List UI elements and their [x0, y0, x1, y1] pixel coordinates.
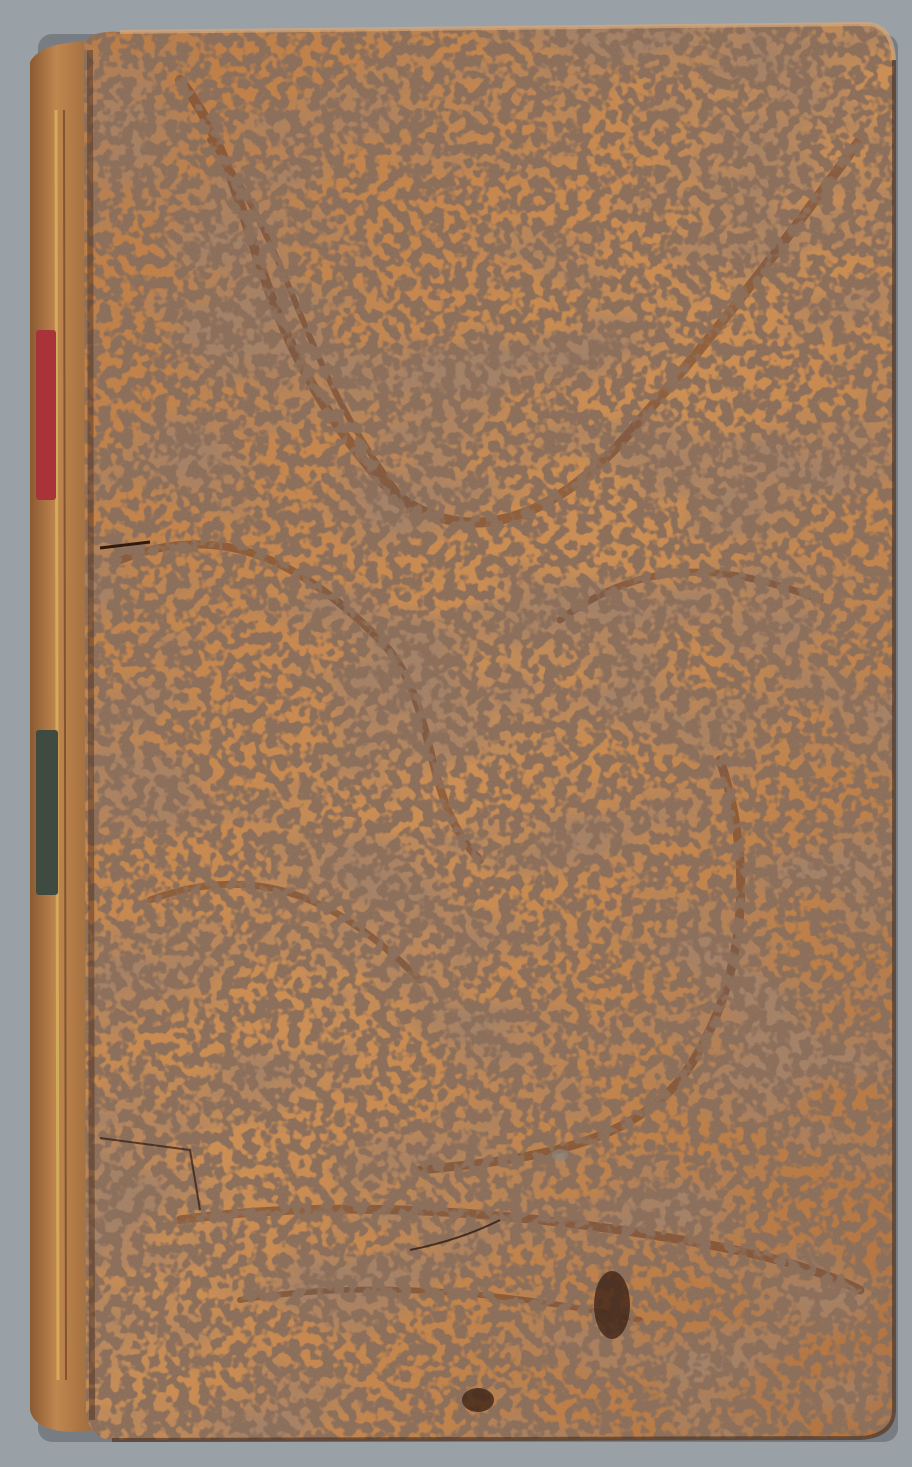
hinge-shadow [90, 50, 92, 1420]
wear-spot [552, 1149, 568, 1161]
spine-label-green [36, 730, 58, 895]
leather-grain [84, 24, 894, 1440]
wear-spot [594, 1271, 630, 1339]
wear-spot [462, 1388, 494, 1412]
spine-label-red [36, 330, 56, 500]
